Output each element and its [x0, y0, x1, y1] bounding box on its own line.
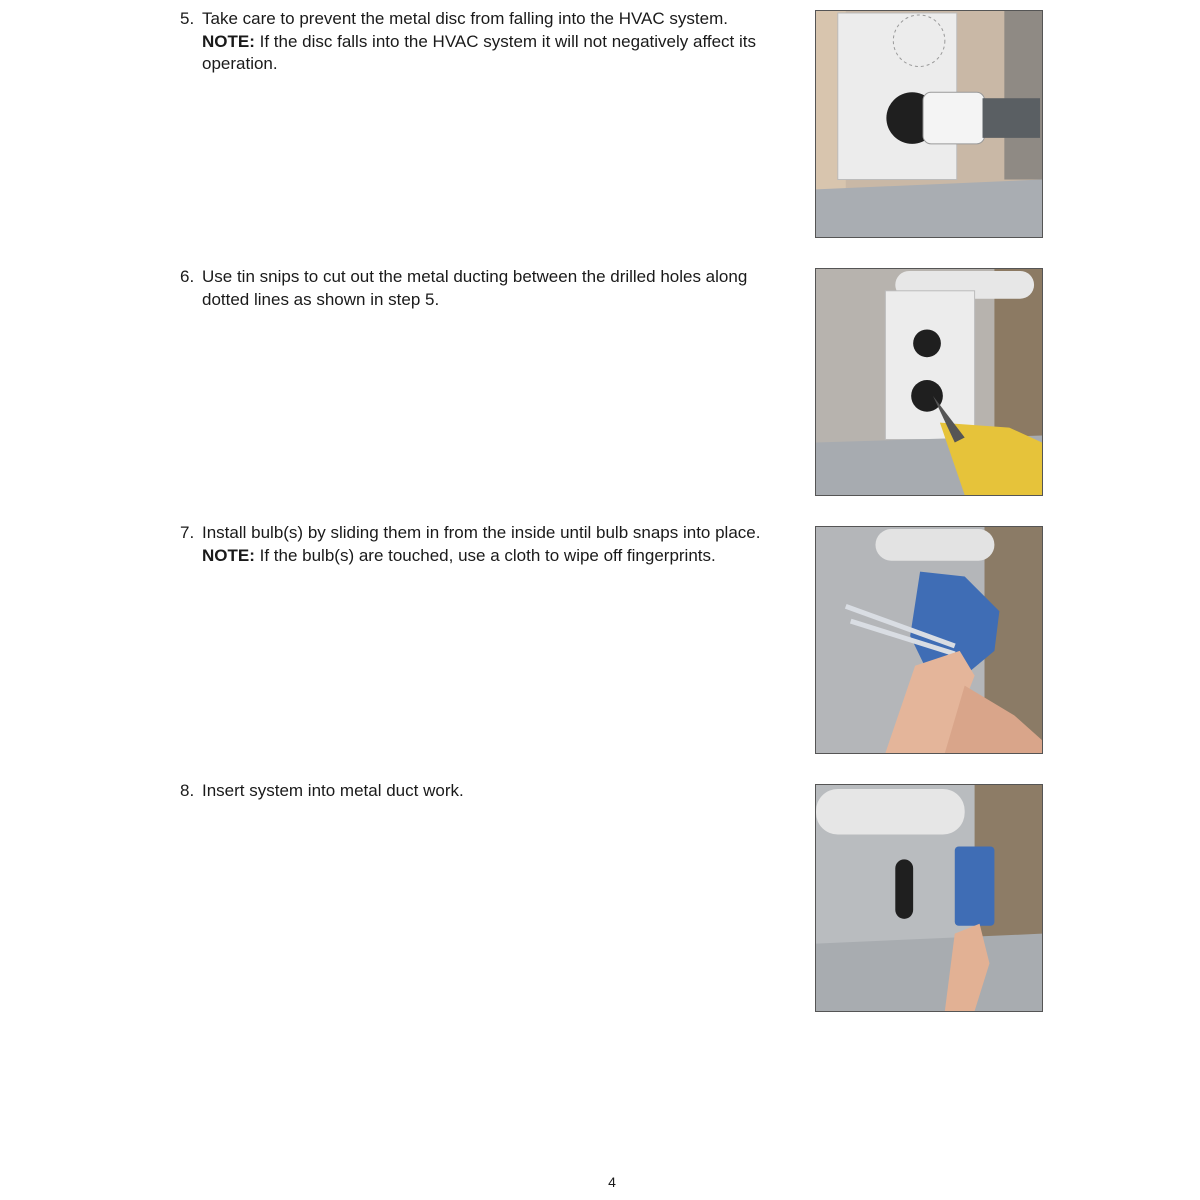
step-7-note-label: NOTE: [202, 545, 255, 565]
step-8-number: 8. [180, 781, 195, 800]
step-6 [180, 266, 780, 311]
step-5-note-label: NOTE: [202, 31, 255, 51]
step-5-photo [815, 10, 1043, 238]
step-5 [180, 8, 780, 76]
page-number: 4 [608, 1174, 616, 1190]
step-7-note-text: If the bulb(s) are touched, use a cloth to wipe off fingerprints. [259, 545, 716, 565]
step-6-number: 6. [180, 267, 195, 286]
step-5-text: Take care to prevent the metal disc from falling into the HVAC system. [202, 9, 728, 28]
step-7 [180, 522, 780, 567]
step-5-number: 5. [180, 9, 195, 28]
step-7-number: 7. [180, 523, 195, 542]
step-8 [180, 780, 780, 803]
step-8-photo [815, 784, 1043, 1012]
step-5-note-text: If the disc falls into the HVAC system it will not negatively affect its operation. [202, 31, 756, 73]
step-6-photo [815, 268, 1043, 496]
step-7-photo [815, 526, 1043, 754]
step-6-text: Use tin snips to cut out the metal ducting between the drilled holes along dotted lines as shown in step 5. [202, 267, 748, 309]
step-7-text: Install bulb(s) by sliding them in from the inside until bulb snaps into place. [202, 523, 761, 542]
step-8-text: Insert system into metal duct work. [202, 781, 464, 800]
